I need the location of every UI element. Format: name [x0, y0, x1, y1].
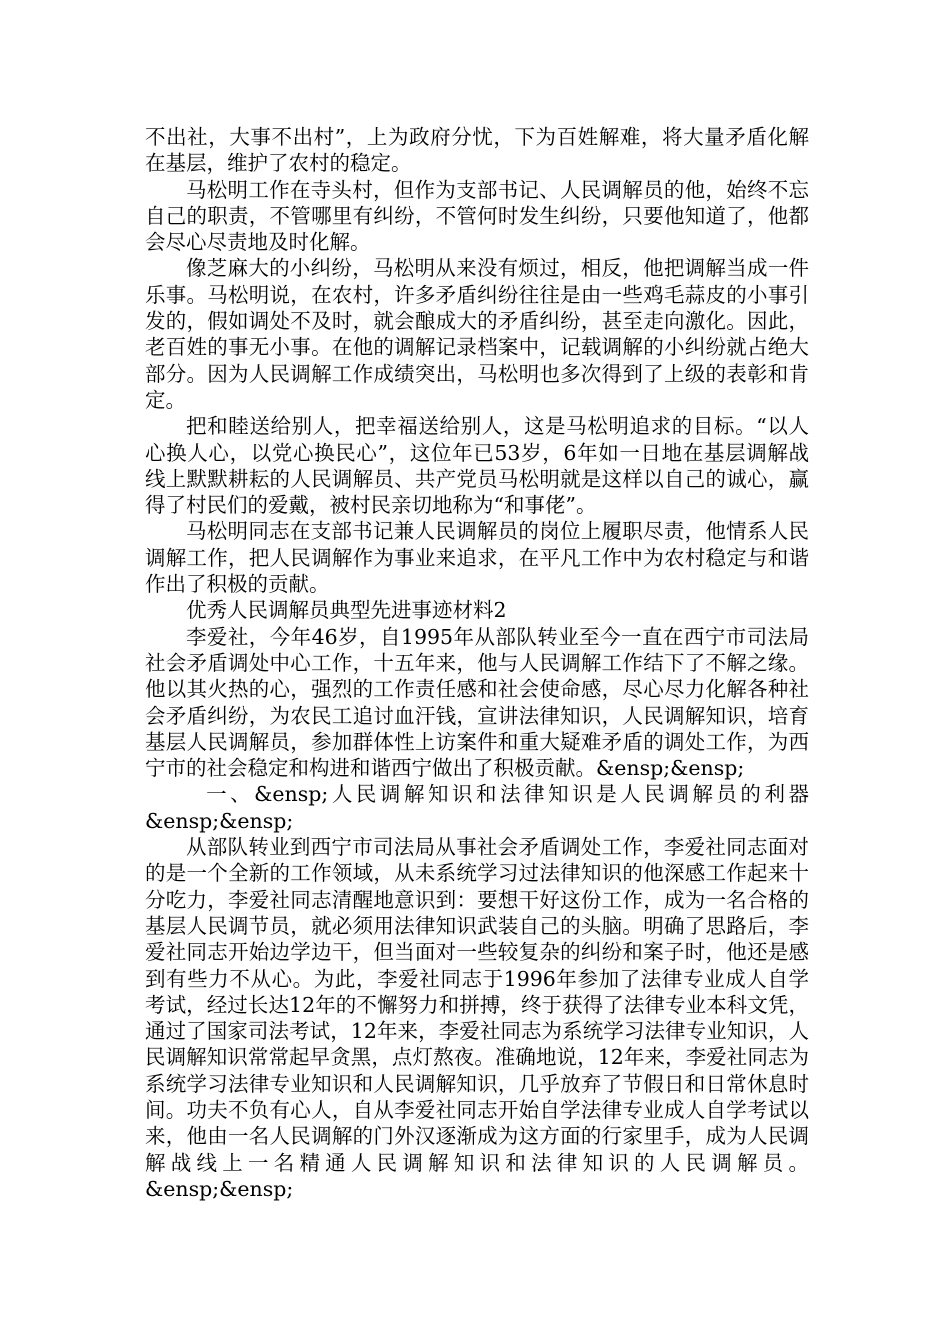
paragraph-2: 马松明工作在寺头村，但作为支部书记、人民调解员的他，始终不忘自己的职责，不管哪里有纠纷，不管何时发生纠纷，只要他知道了，他都会尽心尽责地及时化解。: [145, 177, 809, 255]
paragraph-3: 像芝麻大的小纠纷，马松明从来没有烦过，相反，他把调解当成一件乐事。马松明说，在农村，许多矛盾纠纷往往是由一些鸡毛蒜皮的小事引发的，假如调处不及时，就会酿成大的矛盾纠纷，甚至走向激化。因此，老百姓的事无小事。在他的调解记录档案中，记载调解的小纠纷就占绝大部分。因为人民调解工作成绩突出，马松明也多次得到了上级的表彰和肯定。: [145, 256, 809, 412]
paragraph-4: 把和睦送给别人，把幸福送给别人，这是马松明追求的目标。“以人心换人心，以党心换民心”，这位年已53岁，6年如一日地在基层调解战线上默默耕耘的人民调解员、共产党员马松明就是这样以自己的诚心，赢得了村民们的爱戴，被村民亲切地称为“和事佬”。: [145, 414, 809, 518]
paragraph-6: 李爱社，今年46岁，自1995年从部队转业至今一直在西宁市司法局社会矛盾调处中心工作，十五年来，他与人民调解工作结下了不解之缘。他以其火热的心，强烈的工作责任感和社会使命感，尽心尽力化解各种社会矛盾纠纷，为农民工追讨血汗钱，宣讲法律知识，人民调解知识，培育基层人民调解员，参加群体性上访案件和重大疑难矛盾的调处工作，为西宁市的社会稳定和构进和谐西宁做出了积极贡献。&ensp;&ensp;: [145, 624, 809, 781]
paragraph-5: 马松明同志在支部书记兼人民调解员的岗位上履职尽责，他情系人民调解工作，把人民调解作为事业来追求，在平凡工作中为农村稳定与和谐作出了积极的贡献。: [145, 519, 809, 597]
paragraph-1: 不出社，大事不出村”，上为政府分忧，下为百姓解难，将大量矛盾化解在基层，维护了农村的稳定。: [145, 125, 809, 176]
section-title: 优秀人民调解员典型先进事迹材料2: [186, 598, 507, 623]
subheading: 一、&ensp;人民调解知识和法律知识是人民调解员的利器&ensp;&ensp;: [145, 782, 809, 833]
paragraph-7: 从部队转业到西宁市司法局从事社会矛盾调处工作，李爱社同志面对的是一个全新的工作领域，从未系统学习过法律知识的他深感工作起来十分吃力，李爱社同志清醒地意识到：要想干好这份工作，成为一名合格的基层人民调节员，就必须用法律知识武装自己的头脑。明确了思路后，李爱社同志开始边学边干，但当面对一些较复杂的纠纷和案子时，他还是感到有些力不从心。为此，李爱社同志于1996年参加了法律专业成人自学考试，经过长达12年的不懈努力和拼搏，终于获得了法律专业本科文凭，通过了国家司法考试，12年来，李爱社同志为系统学习法律专业知识，人民调解知识常常起早贪黑，点灯熬夜。准确地说，12年来，李爱社同志为系统学习法律专业知识和人民调解知识，几乎放弃了节假日和日常休息时间。功夫不负有心人，自从李爱社同志开始自学法律专业成人自学考试以来，他由一名人民调解的门外汉逐渐成为这方面的行家里手，成为人民调解战线上一名精通人民调解知识和法律知识的人民调解员。&ensp;&ensp;: [145, 835, 809, 1201]
document-page: [145, 124, 809, 1202]
